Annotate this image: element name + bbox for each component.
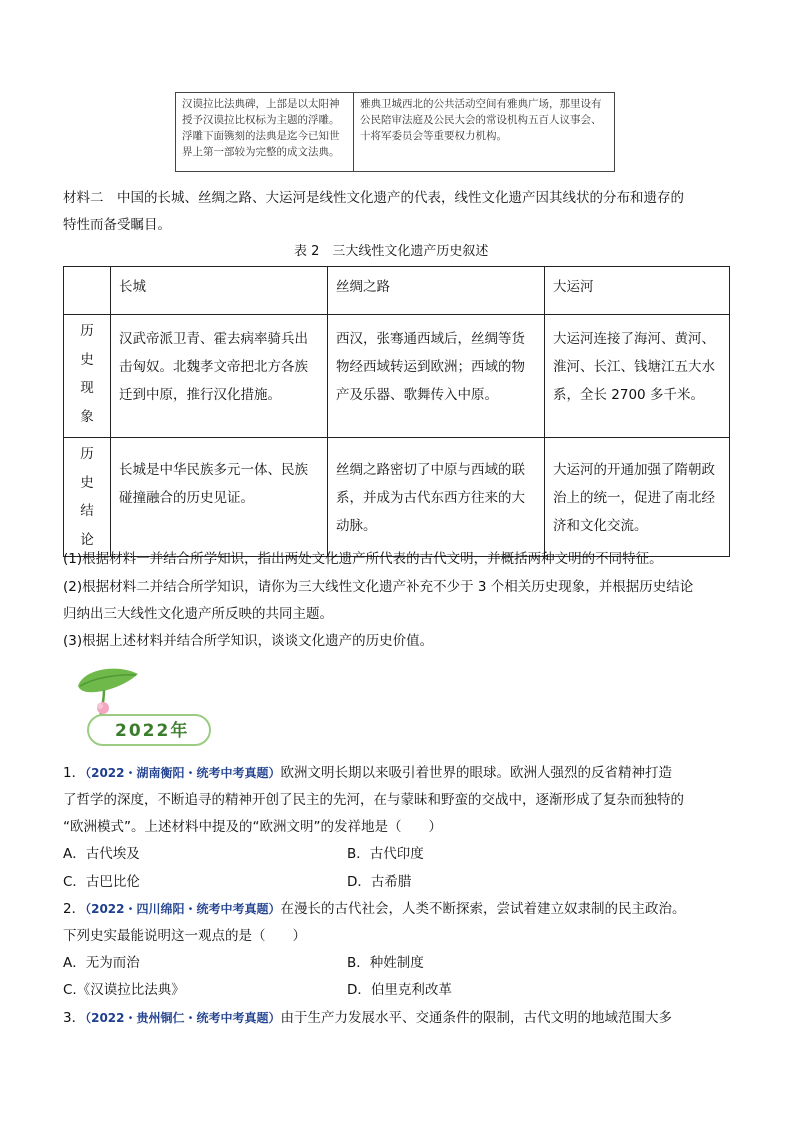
table2-r1-c2: 西汉，张骞通西域后，丝绸等货物经西域转运到欧洲；西域的物产及乐器、歌舞传入中原。	[328, 315, 545, 438]
table2-header-great-wall: 长城	[111, 267, 328, 315]
q1-number: 1．	[63, 765, 86, 781]
q1-option-d[interactable]: D．古希腊	[347, 874, 412, 890]
question-1-line1	[63, 759, 763, 787]
table2-header-grand-canal: 大运河	[545, 267, 730, 315]
q1-option-a[interactable]: A．古代埃及	[63, 846, 140, 862]
question-3-line1	[63, 1004, 763, 1032]
question-2-line1	[63, 895, 763, 923]
q3-number: 3．	[63, 1010, 86, 1026]
question-1-line2: 了哲学的深度，不断追寻的精神开创了民主的先河，在与蒙昧和野蛮的交战中，逐渐形成了复杂而独特的	[63, 792, 684, 808]
table2	[63, 266, 730, 557]
table1-left-cell: 汉谟拉比法典碑，上部是以太阳神授予汉谟拉比权标为主题的浮雕。浮雕下面镌刻的法典是迄今已知世界上第一部较为完整的成文法典。	[176, 93, 354, 172]
q2-option-d[interactable]: D．伯里克利改革	[347, 982, 452, 998]
q1-option-b[interactable]: B．古代印度	[347, 846, 424, 862]
lotus-leaf-icon	[74, 662, 144, 722]
subq-2b: 归纳出三大线性文化遗产所反映的共同主题。	[63, 606, 333, 622]
subq-2a: (2)根据材料二并结合所学知识，请你为三大线性文化遗产补充不少于 3 个相关历史现象，并根据历史结论	[63, 579, 694, 595]
year-badge-text: 2022年	[115, 721, 190, 741]
material2-line1: 材料二 中国的长城、丝绸之路、大运河是线性文化遗产的代表，线性文化遗产因其线状的分布和遗存的	[63, 190, 684, 206]
table2-row-conclusion	[64, 438, 730, 557]
q3-text-1: 由于生产力发展水平、交通条件的限制，古代文明的地域范围大多	[280, 1010, 672, 1026]
q2-source: （2022・四川绵阳・统考中考真题）	[85, 902, 281, 916]
q2-number: 2．	[63, 901, 86, 917]
q1-option-c[interactable]: C．古巴比伦	[63, 874, 140, 890]
table2-header-silk-road: 丝绸之路	[328, 267, 545, 315]
table2-header-row	[64, 267, 730, 315]
table2-corner-cell	[64, 267, 111, 315]
subq-1: (1)根据材料一并结合所学知识，指出两处文化遗产所代表的古代文明，并概括两种文明的不同特征。	[63, 551, 663, 567]
q2-option-c[interactable]: C.《汉谟拉比法典》	[63, 982, 185, 998]
table2-row1-label	[64, 315, 111, 438]
table2-r1-c3: 大运河连接了海河、黄河、淮河、长江、钱塘江五大水系，全长 2700 多千米。	[545, 315, 730, 438]
table1	[175, 92, 615, 172]
material2-line2: 特性而备受瞩目。	[63, 217, 171, 233]
subq-3: (3)根据上述材料并结合所学知识，谈谈文化遗产的历史价值。	[63, 633, 434, 649]
table2-r2-c2: 丝绸之路密切了中原与西域的联系，并成为古代东西方往来的大动脉。	[328, 438, 545, 557]
table2-caption: 表 2 三大线性文化遗产历史叙述	[294, 244, 489, 259]
table2-r2-c1: 长城是中华民族多元一体、民族碰撞融合的历史见证。	[111, 438, 328, 557]
q3-source: （2022・贵州铜仁・统考中考真题）	[85, 1011, 281, 1025]
q2-option-b[interactable]: B．种姓制度	[347, 955, 424, 971]
q1-source: （2022・湖南衡阳・统考中考真题）	[85, 766, 281, 780]
q2-text-1: 在漫长的古代社会，人类不断探索，尝试着建立奴隶制的民主政治。	[280, 901, 686, 917]
q2-option-a[interactable]: A．无为而治	[63, 955, 140, 971]
table1-right-cell: 雅典卫城西北的公共活动空间有雅典广场，那里设有公民陪审法庭及公民大会的常设机构五百人议事会、十将军委员会等重要权力机构。	[354, 93, 615, 172]
row2-label-text: 历史结论	[80, 446, 94, 548]
table2-row-phenomena	[64, 315, 730, 438]
table2-r2-c3: 大运河的开通加强了隋朝政治上的统一，促进了南北经济和文化交流。	[545, 438, 730, 557]
table2-r1-c1: 汉武帝派卫青、霍去病率骑兵出击匈奴。北魏孝文帝把北方各族迁到中原，推行汉化措施。	[111, 315, 328, 438]
question-2-line2: 下列史实最能说明这一观点的是（ ）	[63, 928, 306, 944]
question-1-line3: “欧洲模式”。上述材料中提及的“欧洲文明”的发祥地是（ ）	[63, 819, 442, 835]
year-section-badge	[87, 714, 211, 746]
table2-row2-label	[64, 438, 111, 557]
row1-label-text: 历史现象	[80, 323, 94, 425]
q1-text-1: 欧洲文明长期以来吸引着世界的眼球。欧洲人强烈的反省精神打造	[280, 765, 672, 781]
